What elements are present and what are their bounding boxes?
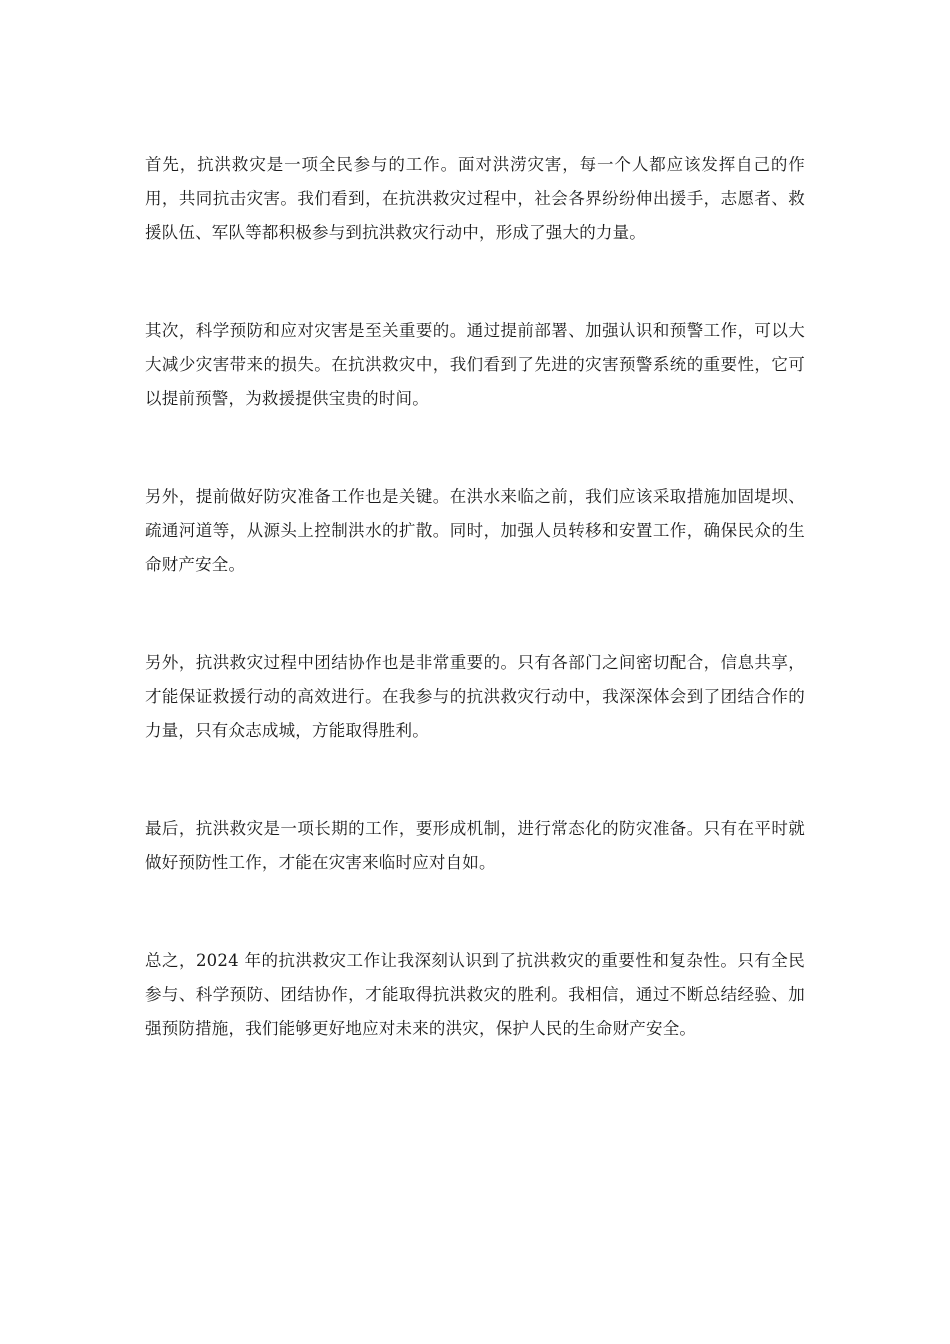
document-body bbox=[145, 148, 805, 1046]
paragraph-2: 其次，科学预防和应对灾害是至关重要的。通过提前部署、加强认识和预警工作，可以大大减少灾害带来的损失。在抗洪救灾中，我们看到了先进的灾害预警系统的重要性，它可以提前预警，为救援提供宝贵的时间。 bbox=[145, 321, 805, 408]
paragraph-6: 总之，2024 年的抗洪救灾工作让我深刻认识到了抗洪救灾的重要性和复杂性。只有全民参与、科学预防、团结协作，才能取得抗洪救灾的胜利。我相信，通过不断总结经验、加强预防措施，我们能够更好地应对未来的洪灾，保护人民的生命财产安全。 bbox=[145, 951, 805, 1038]
paragraph-1: 首先，抗洪救灾是一项全民参与的工作。面对洪涝灾害，每一个人都应该发挥自己的作用，共同抗击灾害。我们看到，在抗洪救灾过程中，社会各界纷纷伸出援手，志愿者、救援队伍、军队等都积极参与到抗洪救灾行动中，形成了强大的力量。 bbox=[145, 155, 805, 242]
paragraph-3: 另外，提前做好防灾准备工作也是关键。在洪水来临之前，我们应该采取措施加固堤坝、疏通河道等，从源头上控制洪水的扩散。同时，加强人员转移和安置工作，确保民众的生命财产安全。 bbox=[145, 487, 805, 574]
paragraph-5: 最后，抗洪救灾是一项长期的工作，要形成机制，进行常态化的防灾准备。只有在平时就做好预防性工作，才能在灾害来临时应对自如。 bbox=[145, 819, 805, 872]
paragraph-4: 另外，抗洪救灾过程中团结协作也是非常重要的。只有各部门之间密切配合，信息共享，才能保证救援行动的高效进行。在我参与的抗洪救灾行动中，我深深体会到了团结合作的力量，只有众志成城，方能取得胜利。 bbox=[145, 653, 805, 740]
